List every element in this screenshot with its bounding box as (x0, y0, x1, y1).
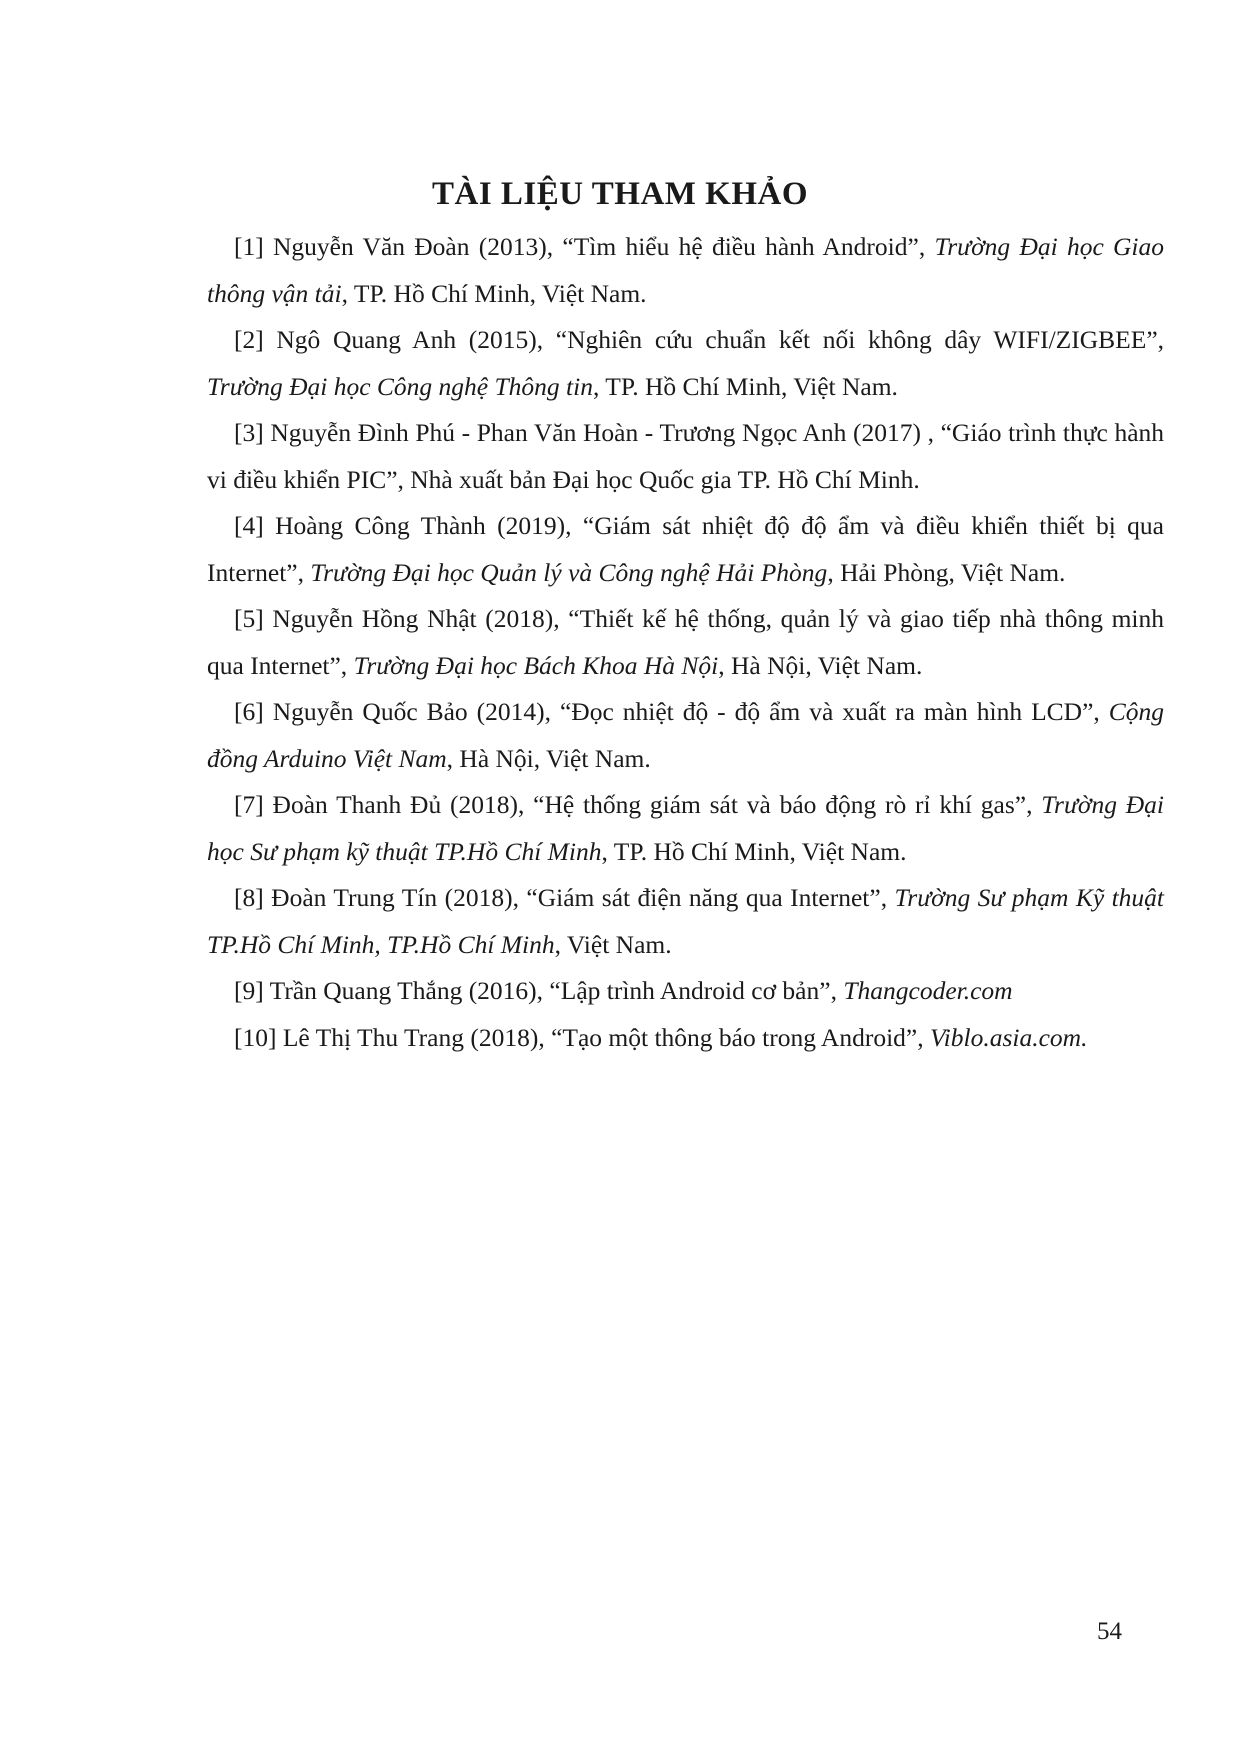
reference-source: Viblo.asia.com. (929, 1022, 1088, 1052)
reference-place: Nhà xuất bản Đại học Quốc gia TP. Hồ Chí Minh. (410, 464, 920, 494)
reference-place: , Hà Nội, Việt Nam. (446, 743, 651, 773)
reference-work-title: “Tạo một thông báo trong Android”, (551, 1022, 924, 1052)
reference-work-title: “Lập trình Android cơ bản”, (549, 976, 837, 1005)
reference-source: Cộng đồng Arduino Việt Nam (207, 697, 1164, 773)
reference-source: Trường Đại học Công nghệ Thông tin (207, 371, 593, 401)
reference-source: Trường Đại học Giao thông vận tải (207, 232, 1165, 308)
reference-item (207, 224, 1164, 317)
reference-list (207, 224, 1164, 1061)
reference-work-title: “Giám sát điện năng qua Internet”, (526, 883, 888, 912)
reference-author-year: Nguyễn Văn Đoàn (2013), (273, 232, 554, 261)
reference-author-year: Đoàn Trung Tín (2018), (271, 883, 519, 912)
reference-item (207, 689, 1164, 782)
reference-work-title: “Giám sát nhiệt độ độ ẩm và điều khiển thiết bị qua Internet”, (207, 511, 1164, 587)
reference-item (207, 317, 1164, 410)
reference-item (207, 410, 1164, 503)
reference-work-title: “Tìm hiểu hệ điều hành Android”, (562, 232, 926, 261)
reference-label: [4] (234, 511, 264, 540)
reference-work-title: “Giáo trình thực hành vi điều khiển PIC”, (207, 418, 1165, 494)
reference-label: [5] (234, 604, 264, 633)
reference-place: , Hải Phòng, Việt Nam. (827, 557, 1066, 587)
reference-place: , TP. Hồ Chí Minh, Việt Nam. (592, 371, 898, 401)
reference-source: Trường Đại học Sư phạm kỹ thuật TP.Hồ Chí Minh (207, 790, 1165, 866)
reference-work-title: “Hệ thống giám sát và báo động rò rỉ khí gas”, (533, 790, 1033, 819)
reference-place: , Hà Nội, Việt Nam. (718, 650, 923, 680)
reference-item (207, 596, 1164, 689)
reference-source: Thangcoder.com (843, 976, 1013, 1005)
reference-item (207, 503, 1164, 596)
reference-label: [9] (234, 976, 264, 1005)
page-number: 54 (1097, 1618, 1122, 1645)
reference-source: Trường Đại học Quản lý và Công nghệ Hải Phòng (310, 557, 828, 587)
reference-label: [1] (234, 232, 264, 261)
reference-author-year: Trần Quang Thắng (2016), (269, 976, 544, 1005)
reference-place: , TP. Hồ Chí Minh, Việt Nam. (601, 836, 907, 866)
reference-work-title: “Thiết kế hệ thống, quản lý và giao tiếp nhà thông minh qua Internet”, (207, 604, 1165, 680)
reference-source: Trường Đại học Bách Khoa Hà Nội (353, 650, 719, 680)
reference-work-title: “Nghiên cứu chuẩn kết nối không dây WIFI/ZIGBEE”, (555, 325, 1165, 354)
reference-label: [10] (234, 1022, 277, 1052)
reference-work-title: “Đọc nhiệt độ - độ ẩm và xuất ra màn hình LCD”, (559, 697, 1100, 726)
reference-author-year: Nguyễn Quốc Bảo (2014), (272, 697, 552, 726)
reference-label: [2] (234, 325, 264, 354)
reference-place: , TP. Hồ Chí Minh, Việt Nam. (341, 278, 647, 308)
reference-author-year: Nguyễn Hồng Nhật (2018), (272, 604, 560, 633)
reference-label: [3] (234, 418, 264, 447)
reference-label: [8] (234, 883, 264, 912)
reference-author-year: Ngô Quang Anh (2015), (276, 325, 544, 354)
reference-source: Trường Sư phạm Kỹ thuật TP.Hồ Chí Minh, TP.Hồ Chí Minh (207, 883, 1165, 959)
reference-item (207, 875, 1164, 968)
reference-author-year: Đoàn Thanh Đủ (2018), (272, 790, 525, 819)
reference-place: , Việt Nam. (554, 929, 672, 959)
reference-item (207, 782, 1164, 875)
reference-item (207, 1015, 1164, 1062)
reference-author-year: Lê Thị Thu Trang (2018), (282, 1022, 545, 1052)
reference-label: [7] (234, 790, 264, 819)
reference-author-year: Nguyễn Đình Phú - Phan Văn Hoàn - Trương Ngọc Anh (2017) , (270, 418, 934, 447)
reference-item (207, 968, 1164, 1015)
reference-author-year: Hoàng Công Thành (2019), (275, 511, 572, 540)
reference-label: [6] (234, 697, 264, 726)
page-title: TÀI LIỆU THAM KHẢO (431, 176, 809, 212)
